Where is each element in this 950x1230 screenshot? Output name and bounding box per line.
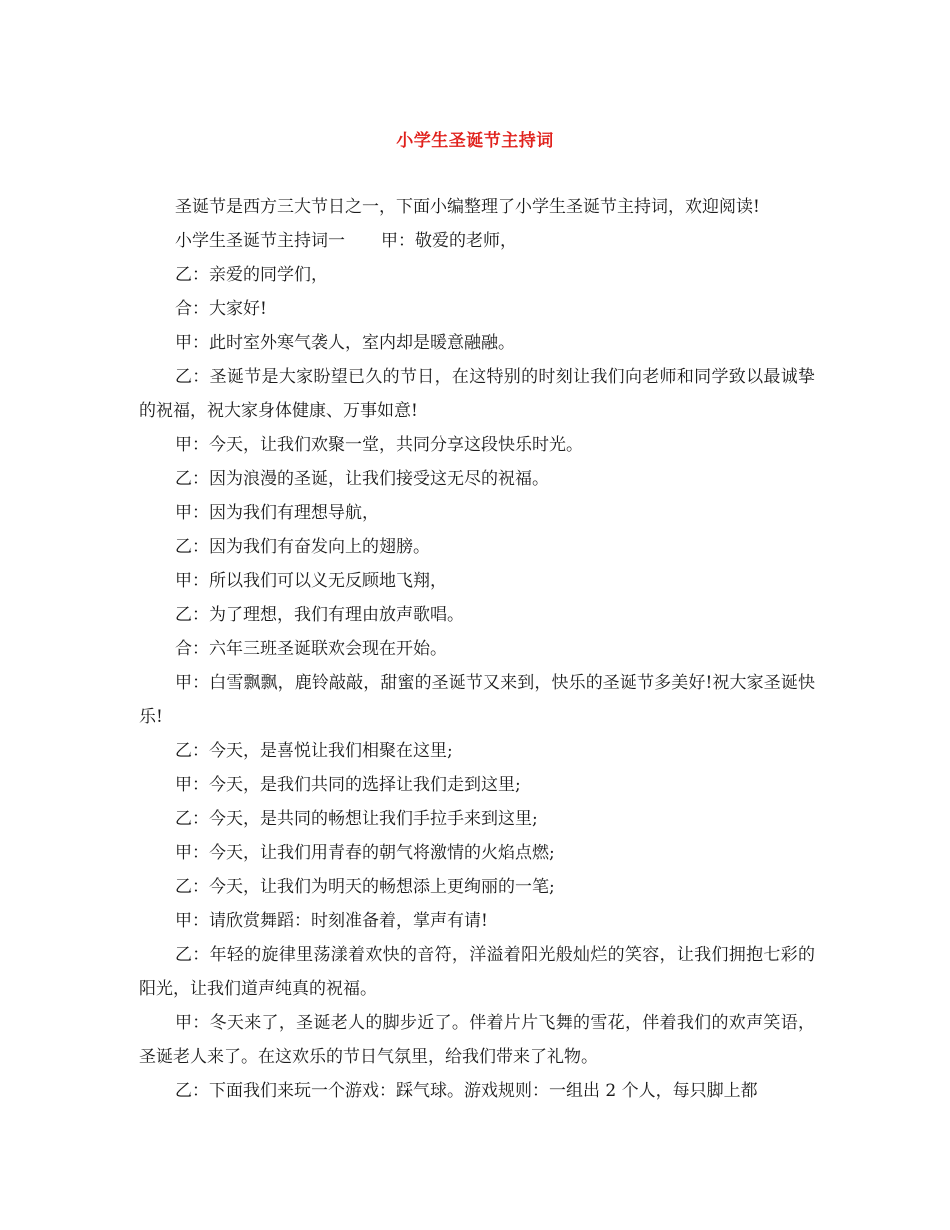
dialogue-paragraph: 合：六年三班圣诞联欢会现在开始。: [175, 639, 447, 659]
dialogue-paragraph: 甲：今天，让我们欢聚一堂，共同分享这段快乐时光。: [175, 435, 583, 455]
dialogue-paragraph: 乙：因为浪漫的圣诞，让我们接受这无尽的祝福。: [175, 469, 549, 489]
dialogue-paragraph: 甲：所以我们可以义无反顾地飞翔，: [175, 571, 447, 591]
dialogue-paragraph: 甲：此时室外寒气袭人，室内却是暖意融融。: [175, 333, 515, 353]
dialogue-paragraph: 甲：今天，是我们共同的选择让我们走到这里;: [175, 775, 521, 795]
dialogue-paragraph: 乙：今天，让我们为明天的畅想添上更绚丽的一笔;: [175, 877, 555, 897]
document-title: 小学生圣诞节主持词: [396, 131, 554, 151]
dialogue-paragraph: 乙：年轻的旋律里荡漾着欢快的音符，洋溢着阳光般灿烂的笑容，让我们拥抱七彩的阳光，让我们道声纯真的祝福。: [139, 945, 815, 999]
dialogue-paragraph: 乙：亲爱的同学们，: [175, 265, 328, 285]
document-body: [139, 190, 815, 1108]
dialogue-paragraph: 甲：冬天来了，圣诞老人的脚步近了。伴着片片飞舞的雪花，伴着我们的欢声笑语，圣诞老人来了。在这欢乐的节日气氛里，给我们带来了礼物。: [139, 1013, 815, 1067]
dialogue-paragraph: 乙：因为我们有奋发向上的翅膀。: [175, 537, 430, 557]
dialogue-paragraph: 甲：今天，让我们用青春的朝气将激情的火焰点燃;: [175, 843, 555, 863]
dialogue-paragraph: 甲：因为我们有理想导航，: [175, 503, 379, 523]
dialogue-paragraph: 甲：白雪飘飘，鹿铃敲敲，甜蜜的圣诞节又来到，快乐的圣诞节多美好!祝大家圣诞快乐!: [139, 673, 815, 727]
dialogue-paragraph: 合：大家好!: [175, 299, 267, 319]
dialogue-paragraph: 乙：圣诞节是大家盼望已久的节日，在这特别的时刻让我们向老师和同学致以最诚挚的祝福，祝大家身体健康、万事如意!: [139, 367, 815, 421]
dialogue-paragraph: 乙：今天，是共同的畅想让我们手拉手来到这里;: [175, 809, 538, 829]
section-heading-line: [139, 224, 815, 258]
dialogue-paragraph: 甲：请欣赏舞蹈：时刻准备着，掌声有请!: [175, 911, 488, 931]
dialogue-paragraph: 乙：下面我们来玩一个游戏：踩气球。游戏规则：一组出 2 个人，每只脚上都: [175, 1081, 758, 1101]
section-first-line: 甲：敬爱的老师，: [381, 231, 517, 251]
section-heading: 小学生圣诞节主持词一: [175, 231, 345, 251]
intro-paragraph: 圣诞节是西方三大节日之一，下面小编整理了小学生圣诞节主持词，欢迎阅读!: [175, 197, 760, 217]
dialogue-paragraph: 乙：今天，是喜悦让我们相聚在这里;: [175, 741, 453, 761]
dialogue-paragraph: 乙：为了理想，我们有理由放声歌唱。: [175, 605, 464, 625]
